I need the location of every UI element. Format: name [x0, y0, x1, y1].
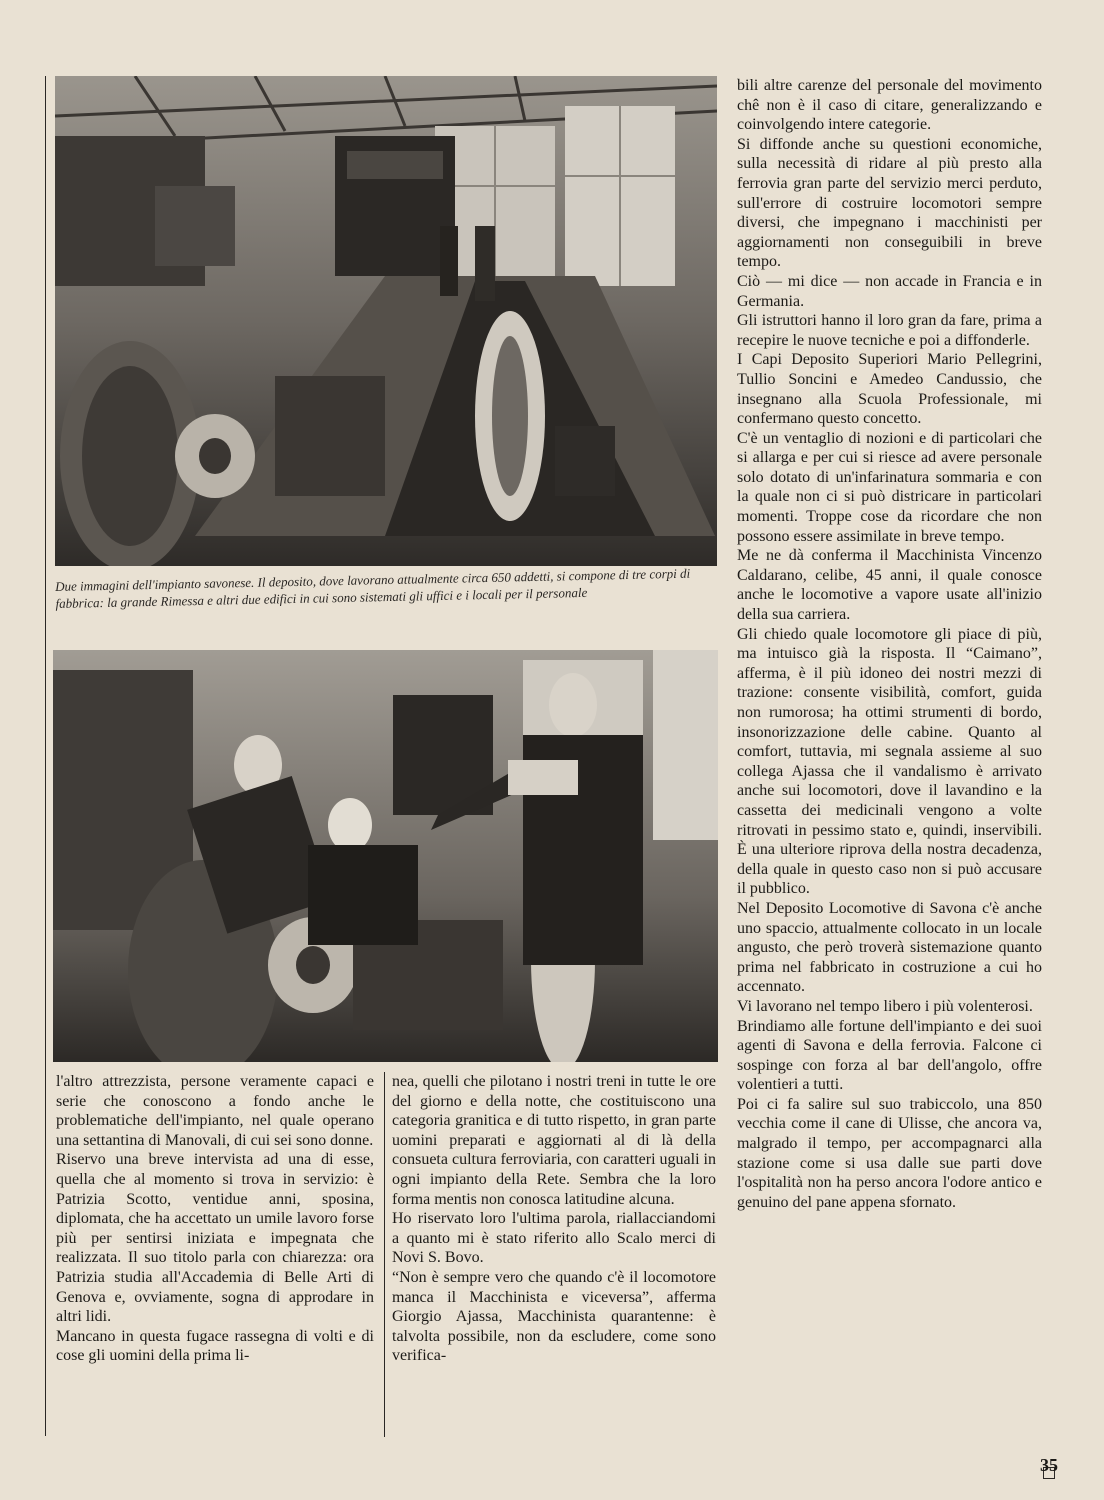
- paragraph: Gli chiedo quale locomotore gli piace di più, ma intuisco già la risposta. Il “Caimano”, afferma, è il più idoneo dei nostri mezzi di trazione: consente visibilità, comfort, guida non rumorosa; ha ottimi strumenti di bordo, insonorizzazione delle cabine. Quanto al comfort, tuttavia, mi segnala assieme al suo collega Ajassa che il vandalismo è arrivato anche sui locomotori, dove il lavandino e la cassetta dei medicinali vengono a volte ritrovati in pessimo stato e, quindi, inservibili. È una ulteriore riprova della nostra decadenza, della quale in questo caso non si può accusare il pubblico.: [737, 625, 1042, 898]
- text-column-right: [737, 76, 1042, 1212]
- page-number: 35: [1040, 1455, 1058, 1475]
- paragraph: Poi ci fa salire sul suo trabiccolo, una 850 vecchia come il cane di Ulisse, che ancora va, malgrado il tempo, per accompagnarci alla stazione come si usa dalle sue parti dove l'ospitalità non ha perso ancora l'odore antico e genuino del pane appena sfornato.: [737, 1095, 1042, 1211]
- column-rule-middle: [384, 1072, 385, 1437]
- paragraph: Nel Deposito Locomotive di Savona c'è anche uno spaccio, attualmente collocato in un locale angusto, che però troverà sistemazione quanto prima nel fabbricato in costruzione a cui ho accennato.: [737, 899, 1042, 996]
- paragraph: nea, quelli che pilotano i nostri treni in tutte le ore del giorno e della notte, che costituiscono una categoria granitica e di tutto rispetto, in gran parte uomini preparati e aggiornati al di là della consueta cultura ferroviaria, con caratteri uguali in ogni impianto della Rete. Sembra che la loro forma mentis non conosca latitudine alcuna.: [392, 1073, 716, 1208]
- photo-bottom-workers: [53, 650, 718, 1062]
- paragraph: Me ne dà conferma il Macchinista Vincenzo Caldarano, celibe, 45 anni, il quale conosce anche le locomotive a vapore usate all'inizio della sua carriera.: [737, 547, 1042, 624]
- photo-bottom-illustration: [53, 650, 718, 1062]
- column-rule-left: [45, 76, 46, 1436]
- paragraph: “Non è sempre vero che quando c'è il locomotore manca il Macchinista e viceversa”, afferma Giorgio Ajassa, Macchinista quarantenne: è talvolta possibile, non da escludere, come sono verifica-: [392, 1268, 716, 1365]
- paragraph: Riservo una breve intervista ad una di esse, quella che al momento si trova in servizio: è Patrizia Scotto, ventidue anni, sposina, diplomata, che ha accettato un umile lavoro forse più per sentirsi iniziata e impegnata che realizzata. Il suo titolo parla con chiarezza: ora Patrizia studia all'Accademia di Belle Arti di Genova e, ovviamente, sogna di approdare in altri lidi.: [56, 1151, 374, 1326]
- photo-caption: Due immagini dell'impianto savonese. Il deposito, dove lavorano attualmente circa 650 addetti, si compone di tre corpi di fabbrica: la grande Rimessa e altri due edifici in cui sono sistemati gli uffici e i locali per il personale: [55, 565, 691, 611]
- photo-top-illustration: [55, 76, 717, 566]
- paragraph: Ciò — mi dice — non accade in Francia e in Germania.: [737, 272, 1042, 310]
- paragraph: I Capi Deposito Superiori Mario Pellegrini, Tullio Soncini e Amedeo Candussio, che insegnano alla Scuola Professionale, mi confermano questo concetto.: [737, 351, 1042, 428]
- paragraph: bili altre carenze del personale del movimento chê non è il caso di citare, generalizzando e coinvolgendo intere categorie.: [737, 77, 1042, 134]
- paragraph: C'è un ventaglio di nozioni e di particolari che si allarga e per cui si riesce ad avere personale solo dotato di un'infarinatura sommaria e con la quale non ci si può districare in particolari momenti. Troppe cose da ricordare che non possono essere assimilate in breve tempo.: [737, 429, 1042, 545]
- paragraph: Brindiamo alle fortune dell'impianto e dei suoi agenti di Savona e della ferrovia. Falcone ci sospinge con forza al bar dell'angolo, offre volentieri a tutti.: [737, 1017, 1042, 1094]
- photo-top-rimessa: [55, 76, 717, 566]
- paragraph: Ho riservato loro l'ultima parola, riallacciandomi a quanto mi è stato riferito allo Scalo merci di Novi S. Bovo.: [392, 1210, 716, 1267]
- paragraph: Vi lavorano nel tempo libero i più volenterosi.: [737, 997, 1033, 1015]
- paragraph: Si diffonde anche su questioni economiche, sulla necessità di ridare al più presto alla ferrovia gran parte del servizio merci perduto, sull'errore di costruire locomotori sempre diversi, che impegnano i macchinisti per aggiornamenti non conseguibili in breve tempo.: [737, 135, 1042, 271]
- paragraph: Gli istruttori hanno il loro gran da fare, prima a recepire le nuove tecniche e poi a diffonderle.: [737, 312, 1042, 349]
- paragraph: l'altro attrezzista, persone veramente capaci e serie che conoscono a fondo anche le problematiche dell'impianto, nel quale operano una settantina di Manovali, di cui sei sono donne.: [56, 1073, 374, 1149]
- text-column-left: [56, 1072, 374, 1366]
- text-column-middle: [392, 1072, 716, 1366]
- paragraph: Mancano in questa fugace rassegna di volti e di cose gli uomini della prima li-: [56, 1327, 374, 1365]
